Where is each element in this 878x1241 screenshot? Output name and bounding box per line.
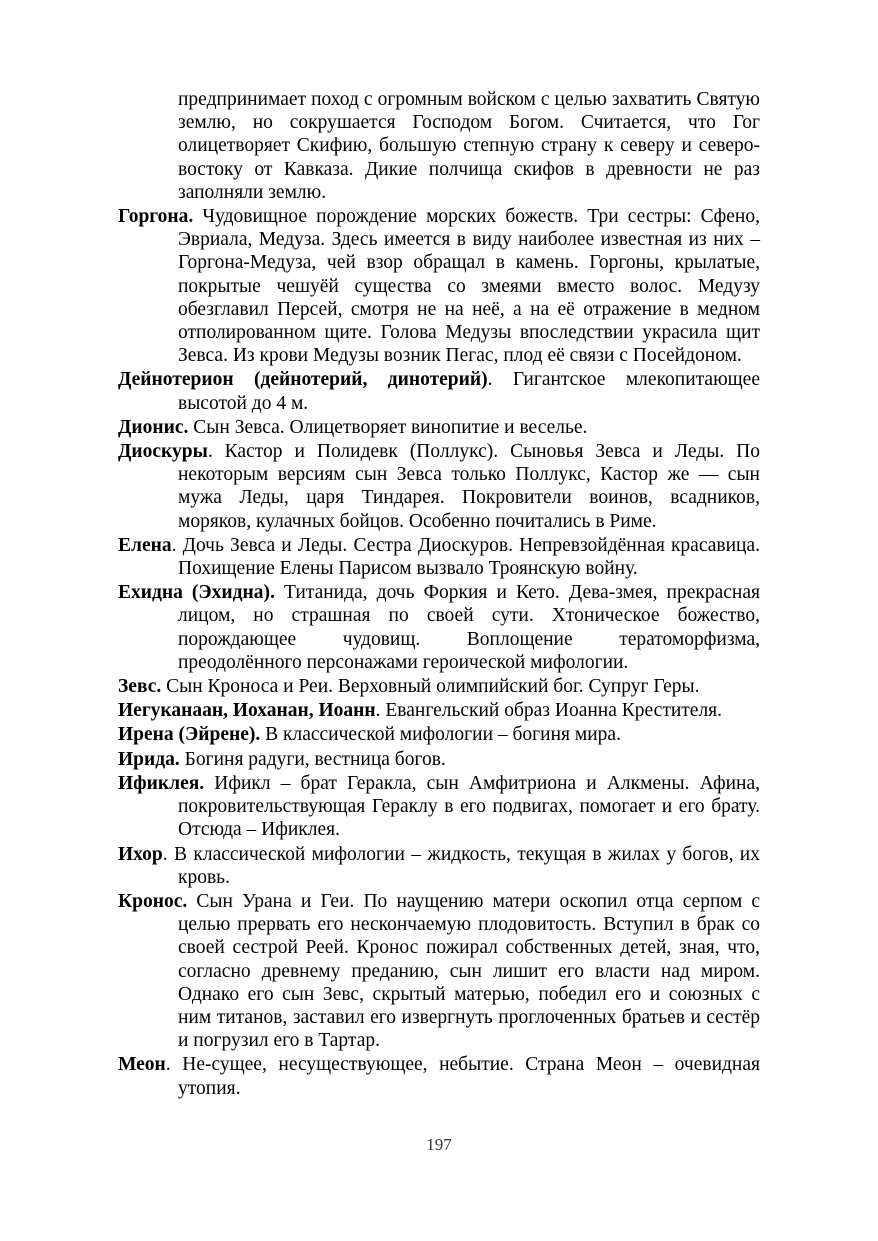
glossary-entry-ioann [118, 699, 760, 722]
entry-definition: . Дочь Зевса и Леды. Сестра Диоскуров. Непревзойдённая красавица. Похищение Елены Парисом вызвало Троянскую войну. [171, 534, 760, 580]
entry-definition: . Не-сущее, несуществующее, небытие. Страна Меон – очевидная утопия. [165, 1054, 760, 1099]
page-number: 197 [426, 1135, 452, 1154]
entry-definition: Сын Кроноса и Реи. Верховный олимпийский бог. Супруг Геры. [161, 676, 700, 698]
entry-term: Дейнотерион (дейнотерий, динотерий) [118, 369, 488, 391]
entry-definition: . В классической мифологии – жидкость, текущая в жилах у богов, их кровь. [162, 843, 760, 888]
entry-definition: Ификл – брат Геракла, сын Амфитриона и Алкмены. Афина, покровительствующая Гераклу в его подвигах, помогает и его брату. Отсюда – Ификлея. [178, 772, 760, 841]
glossary-entry-dioskury [118, 440, 760, 533]
entry-term: Ификлея. [118, 772, 205, 794]
entry-term: Кронос. [118, 890, 188, 912]
entry-term: Иегуканаан, Иоханан, Иоанн [118, 700, 376, 722]
entry-term: Зевс. [118, 676, 162, 698]
glossary-entry-ekhidna [118, 581, 760, 674]
entry-definition: . Гигантское млекопитающее высотой до 4 м. [178, 369, 760, 414]
glossary-entry-zevs [118, 675, 760, 698]
entry-definition: . Кастор и Полидевк (Поллукс). Сыновья Зевса и Леды. По некоторым версиям сын Зевса только Поллукс, Кастор же — сын мужа Леды, царя Тиндарея. Покровители воинов, всадников, моряков, кулачных бойцов. Особенно почитались в Риме. [178, 441, 760, 532]
glossary-entry-irida [118, 748, 760, 771]
entry-definition: Титанида, дочь Форкия и Кето. Дева-змея, прекрасная лицом, но страшная по своей сути. Хтоническое божество, порождающее чудовищ. Воплощение тератоморфизма, преодолённого персонажами героической мифологии. [178, 582, 760, 673]
entry-definition: . Евангельский образ Иоанна Крестителя. [375, 700, 723, 722]
entry-term: Горгона. [118, 206, 194, 228]
glossary-entry-deinoterion [118, 368, 760, 414]
entry-definition: Сын Урана и Геи. По наущению матери оскопил отца серпом с целью прервать его нескончаемую плодовитость. Вступил в брак со своей сестрой Реей. Кронос пожирал собственных детей, зная, что, согласно древнему преданию, сын лишит его власти над миром. Однако его сын Зевс, скрытый матерью, победил его и союзных с ним титанов, заставил его извергнуть проглоченных братьев и сестёр и погрузил его в Тартар. [178, 890, 760, 1052]
glossary-entry-dionis [118, 416, 760, 439]
entry-term: Елена [118, 534, 172, 556]
entry-term: Меон [118, 1054, 166, 1076]
continued-paragraph: предпринимает поход с огромным войском с целью захватить Святую землю, но сокрушается Господом Богом. Считается, что Гог олицетворяет Скифию, большую степную страну к северу и северо-востоку от Кавказа. Дикие полчища скифов в древности не раз заполняли землю. [178, 89, 760, 203]
glossary-entry-gorgona [118, 205, 760, 367]
glossary-entry-ikhor [118, 843, 760, 889]
glossary-text [118, 88, 760, 1100]
entry-term: Дионис. [118, 416, 189, 438]
glossary-entry-elena [118, 534, 760, 580]
entry-definition: Чудовищное порождение морских божеств. Три сестры: Сфено, Эвриала, Медуза. Здесь имеется в виду наиболее известная из них – Горгона-Медуза, чей взор обращал в камень. Горгоны, крылатые, покрытые чешуёй существа со змеями вместо волос. Медузу обезглавил Персей, смотря не на неё, а на её отражение в медном отполированном щите. Голова Медузы впоследствии украсила щит Зевса. Из крови Медузы возник Пегас, плод её связи с Посейдоном. [178, 206, 760, 367]
entry-term: Ехидна (Эхидна). [118, 582, 275, 604]
entry-term: Диоскуры [118, 441, 208, 463]
entry-definition: Сын Зевса. Олицетворяет винопитие и веселье. [188, 416, 588, 438]
glossary-entry-kronos [118, 890, 760, 1052]
entry-definition: Богиня радуги, вестница богов. [179, 748, 446, 770]
entry-definition: В классической мифологии – богиня мира. [260, 724, 621, 746]
glossary-entry-irena [118, 723, 760, 746]
glossary-entry-meon [118, 1053, 760, 1099]
entry-term: Ихор [118, 843, 163, 865]
entry-term: Ирена (Эйрене). [118, 724, 261, 746]
glossary-entry-ifikleya [118, 772, 760, 842]
entry-term: Ирида. [118, 748, 180, 770]
